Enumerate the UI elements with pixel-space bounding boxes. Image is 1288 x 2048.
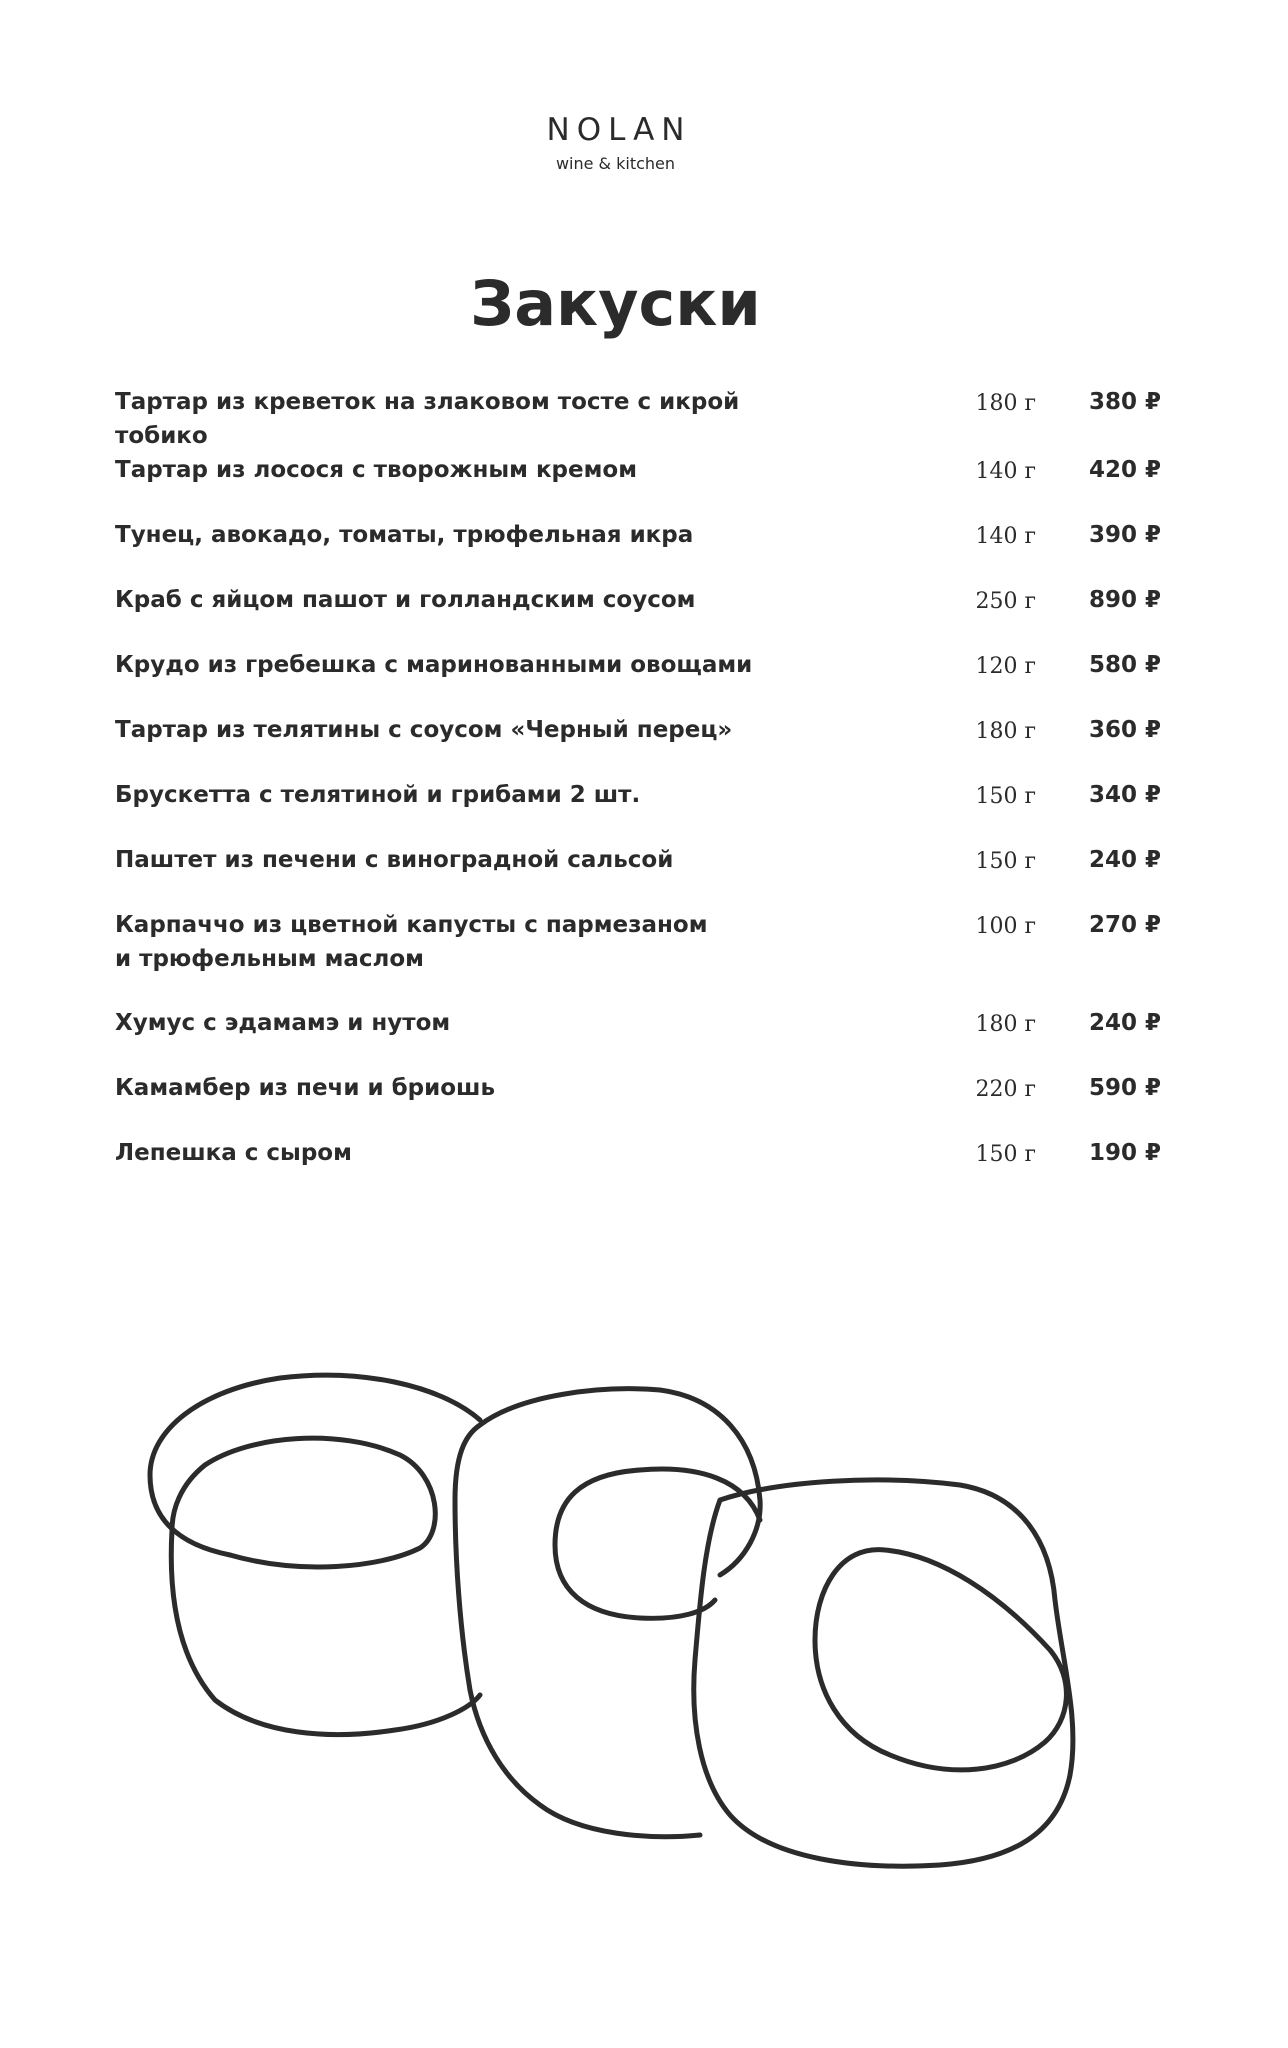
brand-tagline: wine & kitchen <box>555 154 676 173</box>
dish-weight: 140 г <box>975 524 1036 549</box>
dish-name: Тунец, авокадо, томаты, трюфельная икра <box>115 522 694 548</box>
menu-item <box>115 453 1161 518</box>
menu-item <box>115 1071 1161 1136</box>
menu-item <box>115 778 1161 843</box>
section-title: Закуски <box>470 267 761 340</box>
dish-price: 240 ₽ <box>1088 1010 1161 1036</box>
dish-price: 390 ₽ <box>1088 522 1161 548</box>
dish-price: 380 ₽ <box>1088 389 1161 415</box>
ring-left-outer-back <box>150 1375 480 1555</box>
dish-weight: 180 г <box>975 391 1036 416</box>
menu-item <box>115 1136 1161 1201</box>
dish-name: Крудо из гребешка с маринованными овощами <box>115 652 753 678</box>
dish-weight: 250 г <box>975 589 1036 614</box>
dish-price: 420 ₽ <box>1088 457 1161 483</box>
dish-name: Паштет из печени с виноградной сальсой <box>115 847 674 873</box>
menu-item <box>115 648 1161 713</box>
dish-name: Карпаччо из цветной капусты с пармезаном и трюфельным маслом <box>115 912 708 972</box>
brand-name: NOLAN <box>546 112 692 148</box>
dish-weight: 150 г <box>975 1142 1036 1167</box>
dish-weight: 120 г <box>975 654 1036 679</box>
bagel-rings-illustration <box>0 1340 1288 1900</box>
dish-price: 590 ₽ <box>1088 1075 1161 1101</box>
menu-item <box>115 1006 1161 1071</box>
menu-item <box>115 385 1161 453</box>
dish-weight: 180 г <box>975 1012 1036 1037</box>
ring-left-front-loop <box>172 1438 435 1567</box>
dish-name: Камамбер из печи и бриошь <box>115 1075 495 1101</box>
dish-name: Хумус с эдамамэ и нутом <box>115 1010 451 1036</box>
dish-weight: 150 г <box>975 849 1036 874</box>
dish-weight: 180 г <box>975 719 1036 744</box>
dish-weight: 220 г <box>975 1077 1036 1102</box>
dish-name: Тартар из креветок на злаковом тосте с икрой тобико <box>115 389 740 449</box>
ring-left-outer-front <box>171 1530 480 1735</box>
dish-price: 580 ₽ <box>1088 652 1161 678</box>
dish-price: 270 ₽ <box>1088 912 1161 938</box>
menu-item <box>115 518 1161 583</box>
dish-price: 890 ₽ <box>1088 587 1161 613</box>
dish-price: 190 ₽ <box>1088 1140 1161 1166</box>
dish-weight: 100 г <box>975 914 1036 939</box>
ring-middle-hole <box>555 1469 760 1618</box>
dish-weight: 150 г <box>975 784 1036 809</box>
ring-right-hole <box>815 1550 1066 1770</box>
menu-list <box>115 385 1161 1201</box>
menu-item <box>115 713 1161 778</box>
dish-price: 360 ₽ <box>1088 717 1161 743</box>
menu-item <box>115 583 1161 648</box>
dish-name: Брускетта с телятиной и грибами 2 шт. <box>115 782 641 808</box>
dish-name: Тартар из телятины с соусом «Черный перец» <box>115 717 733 743</box>
menu-item <box>115 908 1161 1006</box>
dish-name: Тартар из лосося с творожным кремом <box>115 457 638 483</box>
brand-logo <box>0 112 1231 174</box>
dish-name: Лепешка с сыром <box>115 1140 352 1166</box>
dish-weight: 140 г <box>975 459 1036 484</box>
menu-item <box>115 843 1161 908</box>
dish-price: 340 ₽ <box>1088 782 1161 808</box>
dish-name: Краб с яйцом пашот и голландским соусом <box>115 587 696 613</box>
dish-price: 240 ₽ <box>1088 847 1161 873</box>
